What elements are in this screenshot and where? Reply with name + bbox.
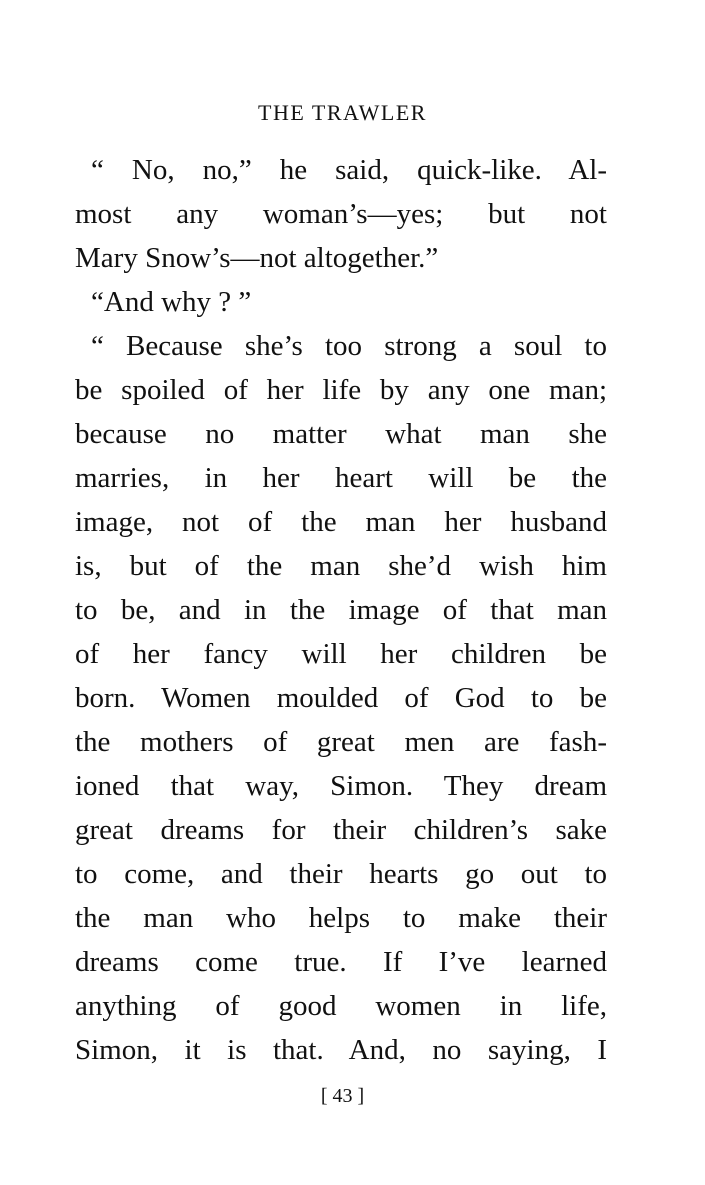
text-line: is, but of the man she’d wish him <box>75 550 607 582</box>
text-line: the man who helps to make their <box>75 902 607 934</box>
page-number: [ 43 ] <box>320 1085 365 1107</box>
text-line: Simon, it is that. And, no saying, I <box>75 1034 607 1066</box>
text-line: to come, and their hearts go out to <box>75 858 607 890</box>
text-line: ioned that way, Simon. They dream <box>75 770 607 802</box>
text-line: Mary Snow’s—not altogether.” <box>75 242 439 274</box>
text-line: great dreams for their children’s sake <box>75 814 607 846</box>
text-line: marries, in her heart will be the <box>75 462 607 494</box>
text-line: of her fancy will her children be <box>75 638 607 670</box>
running-head: THE TRAWLER <box>258 100 427 125</box>
text-line: “ Because she’s too strong a soul to <box>91 330 607 362</box>
text-line: to be, and in the image of that man <box>75 594 607 626</box>
text-line: most any woman’s—yes; but not <box>75 198 607 230</box>
text-line: image, not of the man her husband <box>75 506 607 538</box>
text-line: because no matter what man she <box>75 418 607 450</box>
text-line: the mothers of great men are fash- <box>75 726 607 758</box>
text-line: dreams come true. If I’ve learned <box>75 946 607 978</box>
text-line: born. Women moulded of God to be <box>75 682 607 714</box>
text-line: “ No, no,” he said, quick-like. Al- <box>91 154 607 186</box>
body-text <box>75 148 607 1072</box>
text-line: anything of good women in life, <box>75 990 607 1022</box>
text-line: “And why ? ” <box>91 286 252 318</box>
text-line: be spoiled of her life by any one man; <box>75 374 607 406</box>
